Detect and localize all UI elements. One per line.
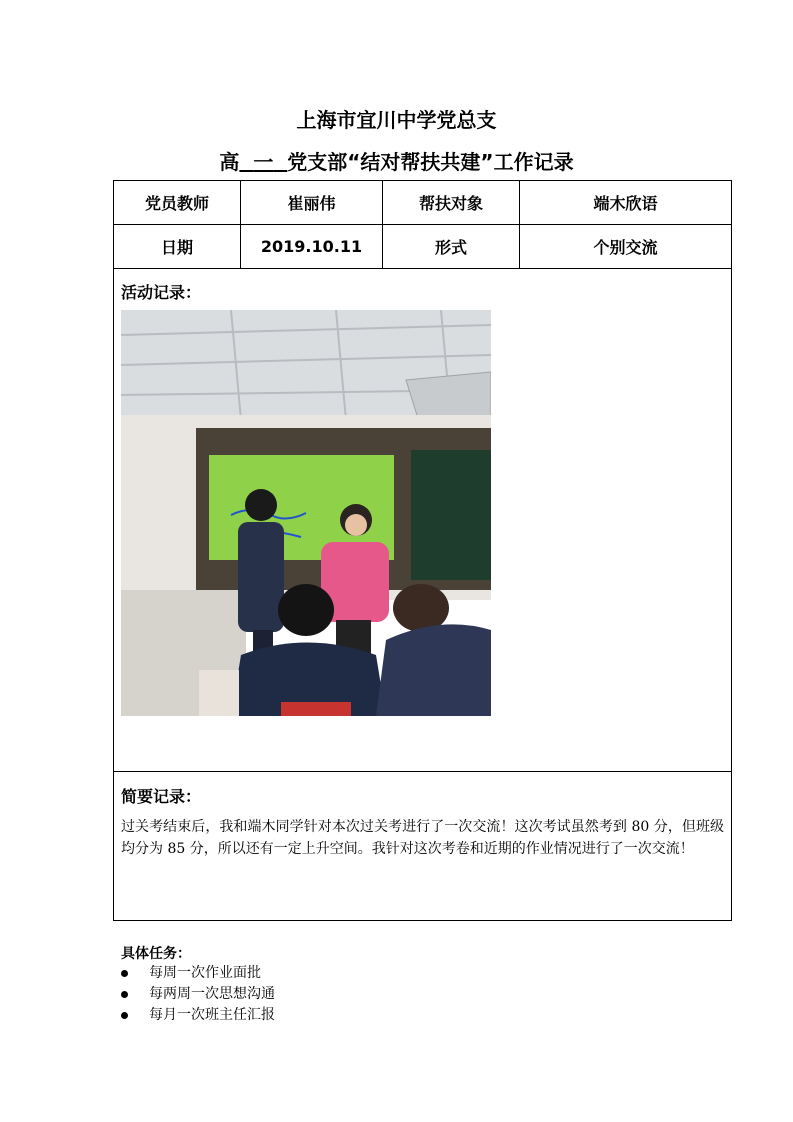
label-teacher: 党员教师: [114, 181, 241, 225]
label-target: 帮扶对象: [383, 181, 520, 225]
brief-text: 过关考结束后，我和端木同学针对本次过关考进行了一次交流！这次考试虽然考到 80 分，但班级均分为 85 分，所以还有一定上升空间。我针对这次考卷和近期的作业情况进行了一次交流！: [121, 819, 724, 857]
info-row: [114, 181, 732, 225]
document-subtitle: [0, 146, 793, 175]
bullet-icon: [121, 991, 128, 998]
task-item: 每两周一次思想沟通: [121, 984, 275, 1005]
teacher-name: 崔丽伟: [241, 181, 383, 225]
brief-section: [113, 771, 732, 921]
date-value: 2019.10.11: [241, 225, 383, 269]
task-list: [121, 963, 275, 1026]
subtitle-prefix: 高: [219, 150, 240, 174]
label-form: 形式: [383, 225, 520, 269]
subtitle-grade: 一: [253, 150, 274, 174]
activity-photo: [121, 310, 491, 716]
activity-label: 活动记录：: [121, 283, 202, 302]
subtitle-suffix: 党支部“结对帮扶共建”工作记录: [287, 150, 574, 174]
task-item: 每周一次作业面批: [121, 963, 275, 984]
document-title: 上海市宜川中学党总支: [296, 108, 497, 132]
info-row: [114, 225, 732, 269]
bullet-icon: [121, 1012, 128, 1019]
task-item: 每月一次班主任汇报: [121, 1005, 275, 1026]
form-value: 个别交流: [520, 225, 732, 269]
target-name: 端木欣语: [520, 181, 732, 225]
activity-section: [113, 268, 732, 772]
bullet-icon: [121, 970, 128, 977]
tasks-title: 具体任务：: [121, 946, 191, 962]
brief-label: 简要记录：: [121, 787, 202, 806]
info-table: [113, 180, 732, 269]
label-date: 日期: [114, 225, 241, 269]
